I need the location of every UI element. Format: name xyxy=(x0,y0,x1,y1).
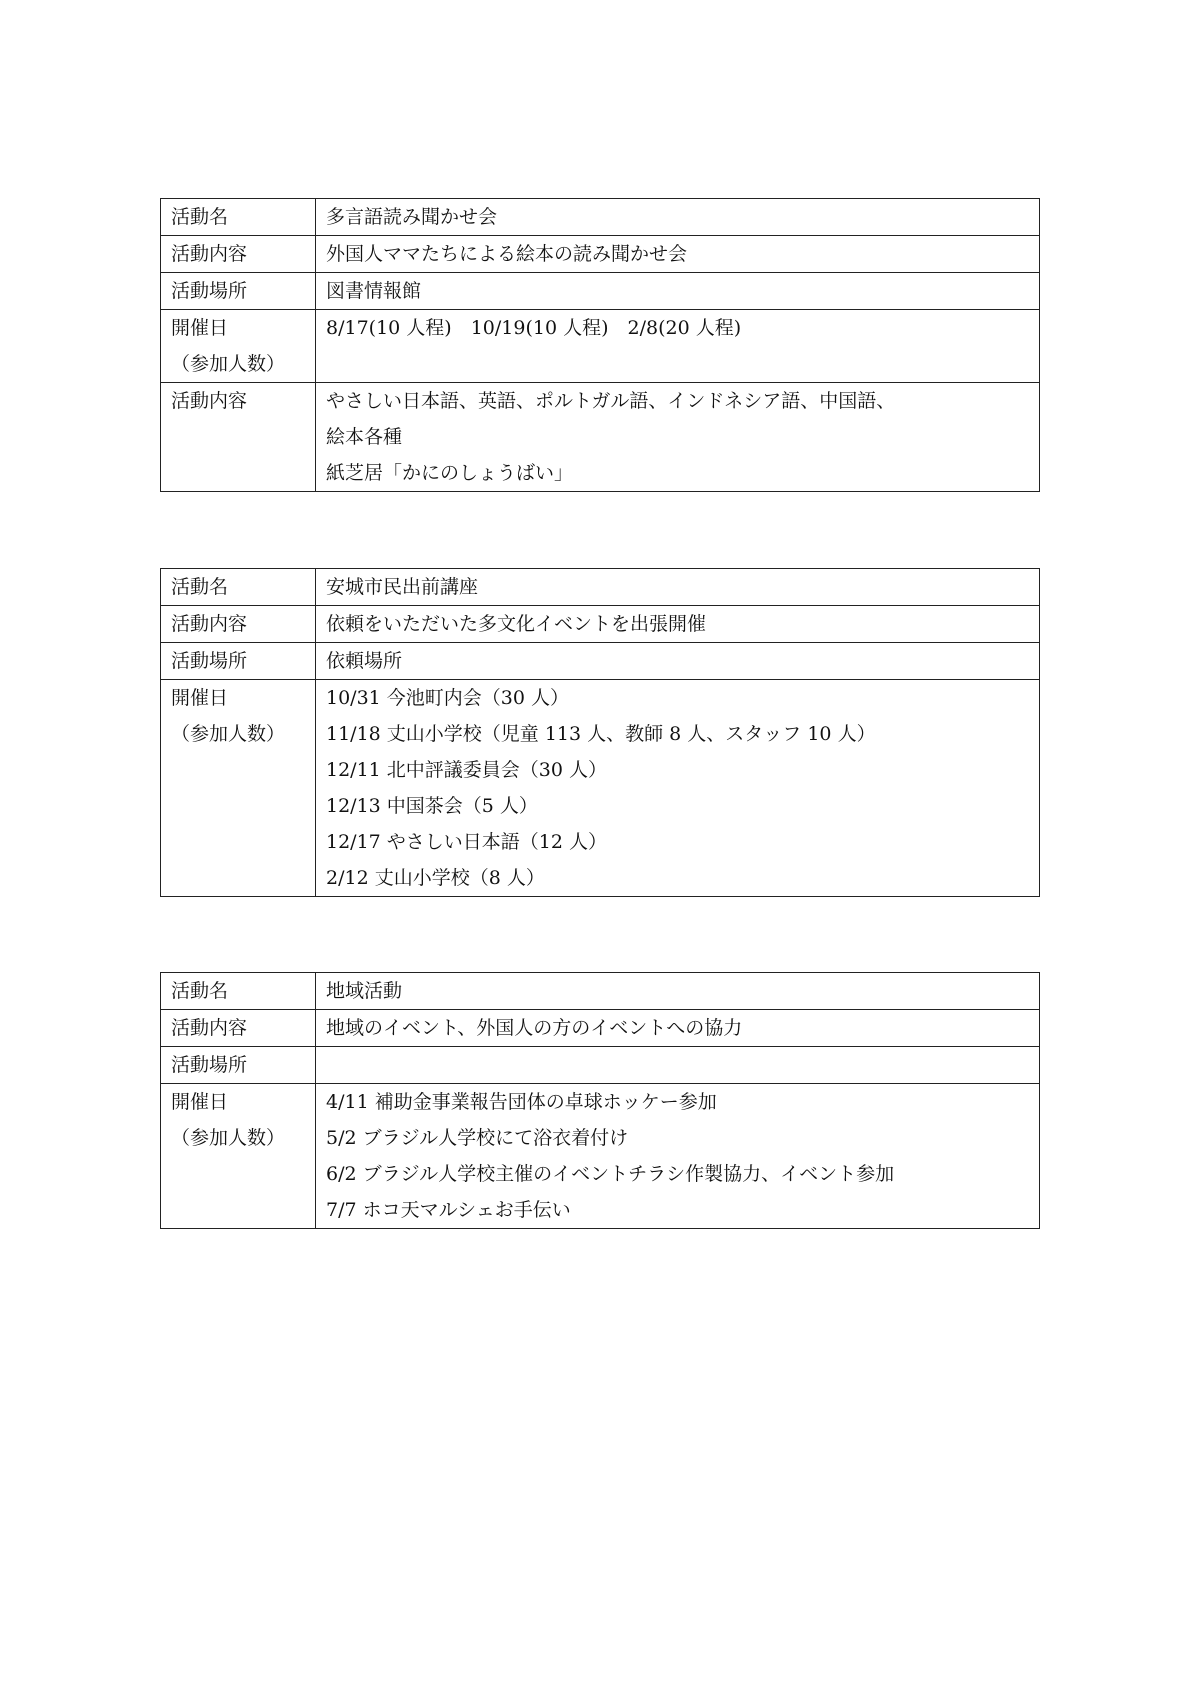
value-line: 12/17 やさしい日本語（12 人） xyxy=(326,831,608,853)
table-row xyxy=(161,606,1040,643)
table-row xyxy=(161,569,1040,606)
value-line: 図書情報館 xyxy=(326,280,422,302)
row-value-activity-content xyxy=(316,606,1040,643)
label-line: （参加人数） xyxy=(171,1127,286,1149)
value-line: 多言語読み聞かせ会 xyxy=(326,206,498,228)
value-line: 10/31 今池町内会（30 人） xyxy=(326,687,570,709)
value-line: 11/18 丈山小学校（児童 113 人、教師 8 人、スタッフ 10 人） xyxy=(326,723,876,745)
value-line: 2/12 丈山小学校（8 人） xyxy=(326,867,545,889)
row-label-activity-name xyxy=(161,199,316,236)
label-line: 活動場所 xyxy=(171,1054,248,1076)
row-value-activity-name xyxy=(316,569,1040,606)
activity-table-1 xyxy=(160,198,1040,492)
row-label-event-dates xyxy=(161,680,316,897)
label-line: 開催日 xyxy=(171,687,229,709)
table-row xyxy=(161,383,1040,492)
label-line: 開催日 xyxy=(171,317,229,339)
value-line: 12/13 中国茶会（5 人） xyxy=(326,795,538,817)
table-row xyxy=(161,680,1040,897)
row-label-activity-content xyxy=(161,606,316,643)
label-line: 開催日 xyxy=(171,1091,229,1113)
table-row xyxy=(161,973,1040,1010)
value-line: 12/11 北中評議委員会（30 人） xyxy=(326,759,608,781)
row-value-activity-name xyxy=(316,199,1040,236)
label-line: 活動内容 xyxy=(171,1017,248,1039)
row-label-activity-content xyxy=(161,236,316,273)
row-label-activity-place xyxy=(161,273,316,310)
activity-table-3 xyxy=(160,972,1040,1229)
row-label-activity-place xyxy=(161,1047,316,1084)
table-row xyxy=(161,236,1040,273)
row-value-activity-content xyxy=(316,383,1040,492)
row-label-activity-content xyxy=(161,383,316,492)
value-line: 依頼をいただいた多文化イベントを出張開催 xyxy=(326,613,707,635)
value-line: 8/17(10 人程) 10/19(10 人程) 2/8(20 人程) xyxy=(326,317,742,339)
row-value-activity-place xyxy=(316,273,1040,310)
label-line: 活動場所 xyxy=(171,280,248,302)
row-value-activity-place xyxy=(316,1047,1040,1084)
label-line: 活動内容 xyxy=(171,390,248,412)
value-line: 地域のイベント、外国人の方のイベントへの協力 xyxy=(326,1017,743,1039)
row-label-activity-content xyxy=(161,1010,316,1047)
value-line: 5/2 ブラジル人学校にて浴衣着付け xyxy=(326,1127,629,1149)
row-value-activity-content xyxy=(316,1010,1040,1047)
label-line: 活動名 xyxy=(171,206,229,228)
table-row xyxy=(161,310,1040,383)
table-row xyxy=(161,273,1040,310)
value-line xyxy=(326,1047,1029,1083)
value-line: 紙芝居「かにのしょうばい」 xyxy=(326,462,574,484)
value-line: やさしい日本語、英語、ポルトガル語、インドネシア語、中国語、 xyxy=(326,390,896,412)
value-line: 外国人ママたちによる絵本の読み聞かせ会 xyxy=(326,243,688,265)
row-label-activity-place xyxy=(161,643,316,680)
row-value-event-dates xyxy=(316,310,1040,383)
value-line: 依頼場所 xyxy=(326,650,403,672)
row-label-event-dates xyxy=(161,310,316,383)
row-label-activity-name xyxy=(161,569,316,606)
value-line: 6/2 ブラジル人学校主催のイベントチラシ作製協力、イベント参加 xyxy=(326,1163,895,1185)
table-row xyxy=(161,643,1040,680)
table-row xyxy=(161,1010,1040,1047)
value-line xyxy=(326,346,1029,382)
row-label-activity-name xyxy=(161,973,316,1010)
label-line: （参加人数） xyxy=(171,353,286,375)
row-label-event-dates xyxy=(161,1084,316,1229)
label-line: 活動名 xyxy=(171,980,229,1002)
label-line: 活動内容 xyxy=(171,613,248,635)
value-line: 地域活動 xyxy=(326,980,403,1002)
row-value-activity-name xyxy=(316,973,1040,1010)
table-row xyxy=(161,1047,1040,1084)
row-value-event-dates xyxy=(316,680,1040,897)
row-value-activity-content xyxy=(316,236,1040,273)
value-line: 安城市民出前講座 xyxy=(326,576,479,598)
label-line: 活動内容 xyxy=(171,243,248,265)
table-row xyxy=(161,1084,1040,1229)
activity-table-2 xyxy=(160,568,1040,897)
value-line: 絵本各種 xyxy=(326,426,403,448)
label-line: （参加人数） xyxy=(171,723,286,745)
label-line: 活動名 xyxy=(171,576,229,598)
row-value-event-dates xyxy=(316,1084,1040,1229)
row-value-activity-place xyxy=(316,643,1040,680)
value-line: 4/11 補助金事業報告団体の卓球ホッケー参加 xyxy=(326,1091,717,1113)
value-line: 7/7 ホコ天マルシェお手伝い xyxy=(326,1199,571,1221)
table-row xyxy=(161,199,1040,236)
label-line: 活動場所 xyxy=(171,650,248,672)
